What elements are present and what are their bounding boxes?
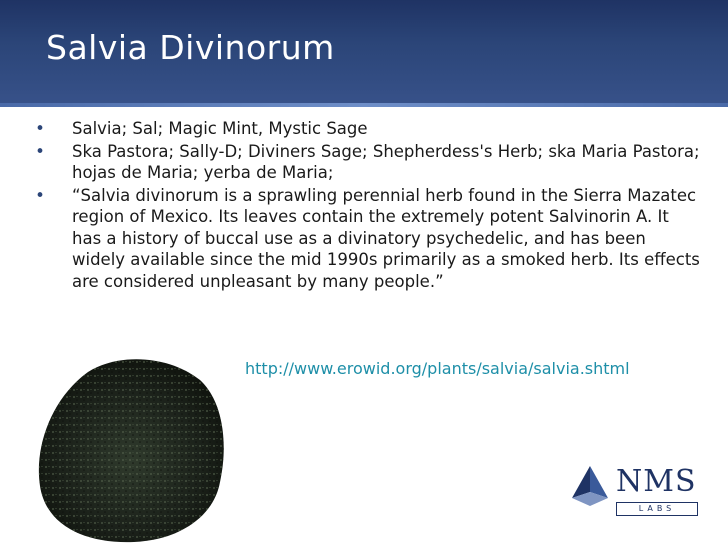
bullet-icon: • xyxy=(35,141,45,161)
bullet-list xyxy=(30,118,700,293)
bullet-text: Salvia; Sal; Magic Mint, Mystic Sage xyxy=(72,119,368,138)
bullet-text: “Salvia divinorum is a sprawling perennial herb found in the Sierra Mazatec region of Mexico. Its leaves contain the extremely potent Salvinorin A. It has a history of buccal use as a divinatory psychedelic, and has been widely available since the mid 1990s primarily as a smoked herb. Its effects are considered unpleasant by many people.” xyxy=(72,185,700,291)
list-item xyxy=(30,141,700,184)
source-link[interactable]: http://www.erowid.org/plants/salvia/salvia.shtml xyxy=(245,359,630,378)
logo-wordmark: NMS xyxy=(616,464,697,499)
bullet-icon: • xyxy=(35,119,45,138)
slide-header xyxy=(0,0,728,107)
nms-labs-logo xyxy=(568,462,708,522)
pyramid-logo-icon xyxy=(568,462,612,518)
list-item xyxy=(30,185,700,293)
bullet-icon: • xyxy=(35,185,45,205)
bullet-text: Ska Pastora; Sally-D; Diviners Sage; Shepherdess's Herb; ska Maria Pastora; hojas de Maria; yerba de Maria; xyxy=(72,141,700,182)
slide-title: Salvia Divinorum xyxy=(46,28,335,67)
list-item xyxy=(30,118,700,140)
logo-subtitle: LABS xyxy=(616,502,698,516)
dried-herb-image xyxy=(30,346,230,546)
